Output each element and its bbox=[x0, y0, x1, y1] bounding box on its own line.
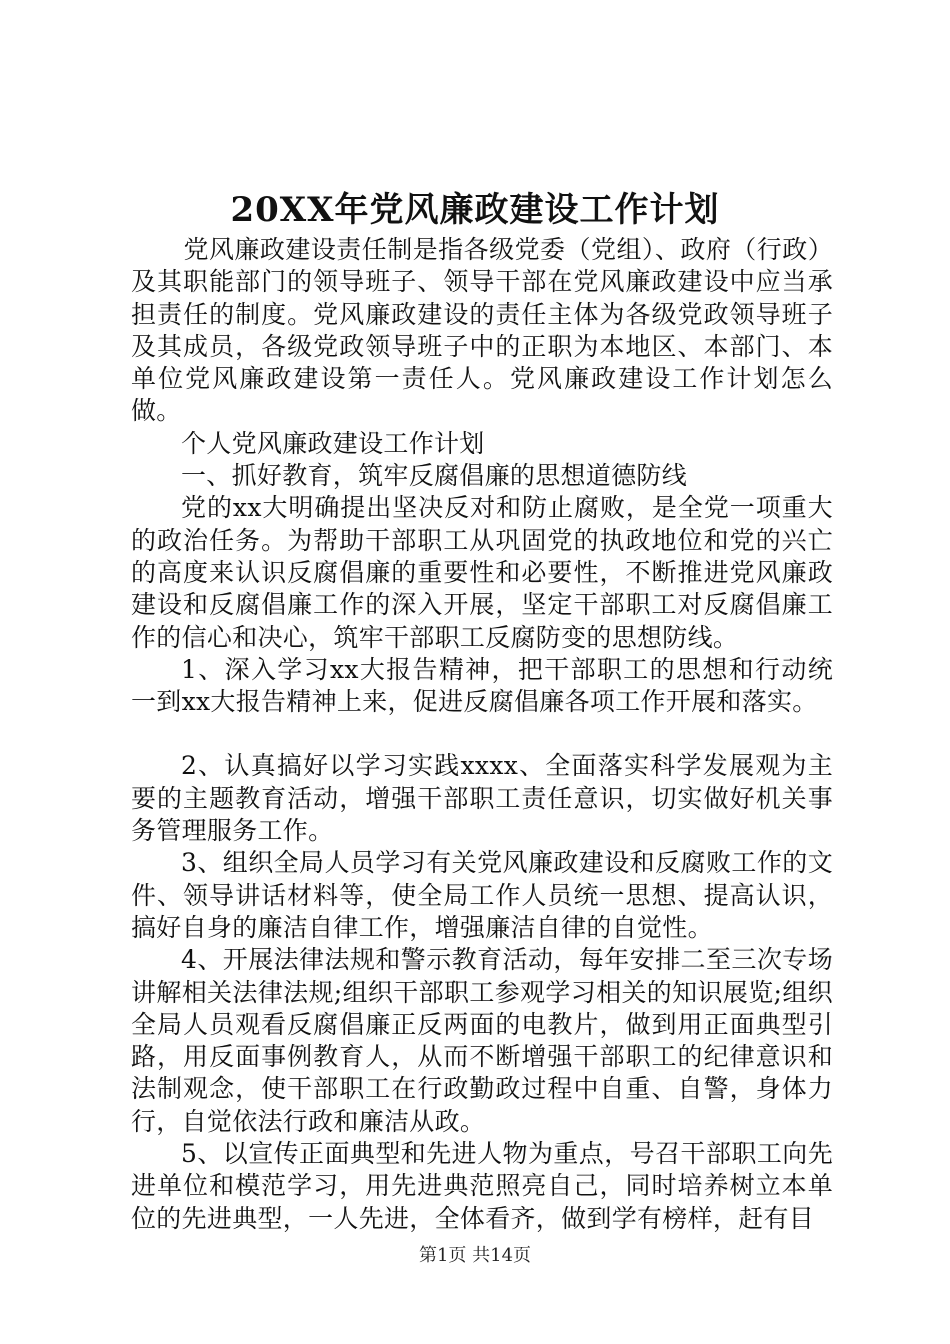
document-title: 20XX年党风廉政建设工作计划 bbox=[230, 190, 720, 230]
paragraph-education-body: 党的xx大明确提出坚决反对和防止腐败，是全党一项重大的政治任务。为帮助干部职工从巩固党的执政地位和党的兴亡的高度来认识反腐倡廉的重要性和必要性，不断推进党风廉政建设和反腐倡廉工作的深入开展，坚定干部职工对反腐倡廉工作的信心和决心，筑牢干部职工反腐防变的思想防线。 bbox=[131, 493, 833, 652]
document-body bbox=[131, 234, 833, 1235]
paragraph-item-4: 4、开展法律法规和警示教育活动，每年安排二至三次专场讲解相关法律法规;组织干部职工参观学习相关的知识展览;组织全局人员观看反腐倡廉正反两面的电教片，做到用正面典型引路，用反面事例教育人，从而不断增强干部职工的纪律意识和法制观念，使干部职工在行政勤政过程中自重、自警，身体力行，自觉依法行政和廉洁从政。 bbox=[131, 945, 833, 1136]
paragraph-item-2: 2、认真搞好以学习实践xxxx、全面落实科学发展观为主要的主题教育活动，增强干部职工责任意识，切实做好机关事务管理服务工作。 bbox=[131, 751, 833, 846]
section-heading-personal-plan: 个人党风廉政建设工作计划 bbox=[181, 428, 485, 458]
paragraph-intro: 党风廉政建设责任制是指各级党委（党组）、政府（行政）及其职能部门的领导班子、领导干部在党风廉政建设中应当承担责任的制度。党风廉政建设的责任主体为各级党政领导班子及其成员，各级党政领导班子中的正职为本地区、本部门、本单位党风廉政建设第一责任人。党风廉政建设工作计划怎么做。 bbox=[131, 235, 833, 426]
section-heading-education: 一、抓好教育，筑牢反腐倡廉的思想道德防线 bbox=[181, 461, 688, 491]
page-number-footer: 第1页 共14页 bbox=[418, 1245, 532, 1266]
paragraph-item-1: 1、深入学习xx大报告精神，把干部职工的思想和行动统一到xx大报告精神上来，促进反腐倡廉各项工作开展和落实。 bbox=[131, 654, 833, 717]
paragraph-item-5: 5、以宣传正面典型和先进人物为重点，号召干部职工向先进单位和模范学习，用先进典范照亮自己，同时培养树立本单位的先进典型，一人先进，全体看齐，做到学有榜样，赶有目 bbox=[131, 1139, 833, 1233]
paragraph-item-3: 3、组织全局人员学习有关党风廉政建设和反腐败工作的文件、领导讲话材料等，使全局工作人员统一思想、提高认识，搞好自身的廉洁自律工作，增强廉洁自律的自觉性。 bbox=[131, 848, 833, 942]
